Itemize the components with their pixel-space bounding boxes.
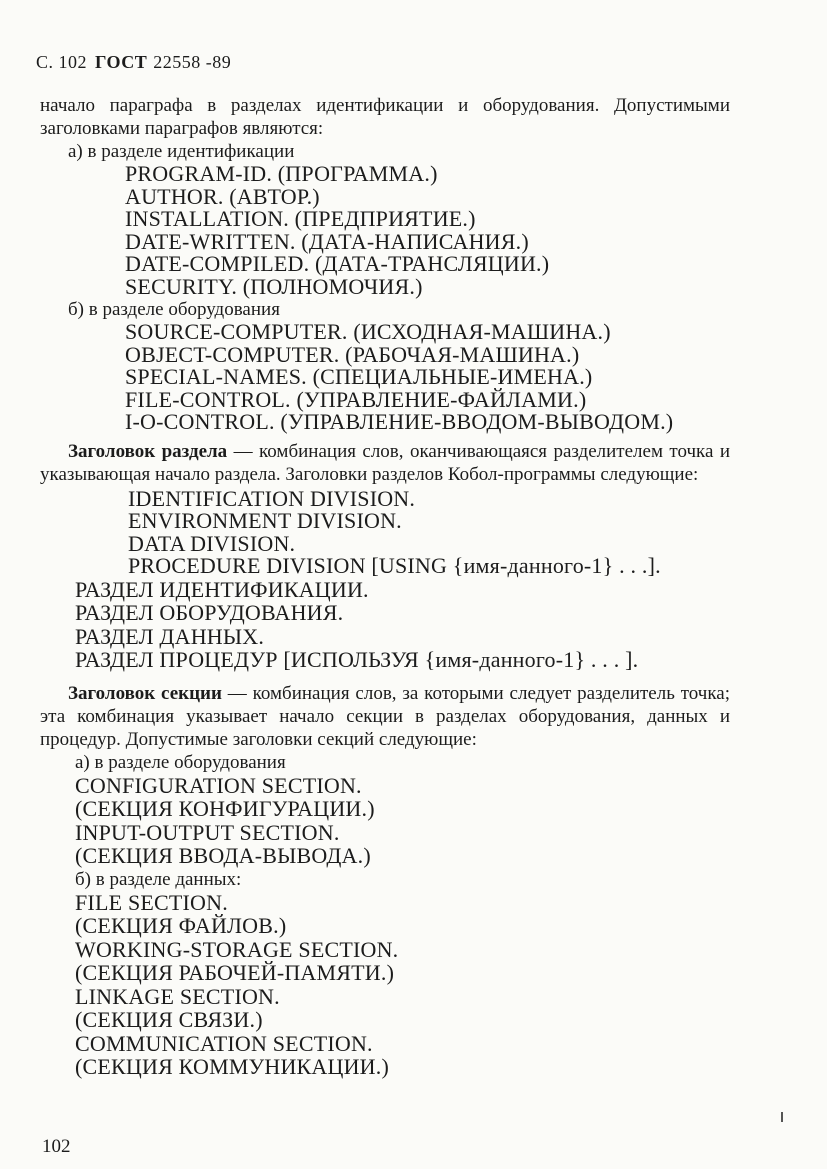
list-item: FILE SECTION.	[75, 889, 228, 915]
division-list-en	[40, 485, 730, 578]
section-header-text: — комбинация слов, за которыми следует разделитель точка; эта комбинация указывает начало секции в разделах оборудования, данных и процедур. Допустимые заголовки секций следующие:	[40, 682, 730, 750]
list-item: PROCEDURE DIVISION [USING {имя-данного-1} . . .].	[128, 553, 661, 578]
equip-paragraph-list	[40, 321, 730, 434]
section-equip-list	[40, 774, 730, 868]
page-header	[36, 52, 231, 73]
division-header-paragraph	[40, 440, 730, 486]
division-header-term: Заголовок раздела	[68, 440, 228, 462]
list-item: IDENTIFICATION DIVISION.	[128, 485, 416, 511]
list-item: DATE-WRITTEN. (ДАТА-НАПИСАНИЯ.)	[125, 228, 529, 254]
list-item: PROGRAM-ID. (ПРОГРАММА.)	[125, 161, 438, 186]
list-item: DATA DIVISION.	[128, 530, 296, 556]
list-item: (СЕКЦИЯ ФАЙЛОВ.)	[75, 913, 287, 938]
section-data-list	[40, 891, 730, 1079]
scan-mark	[781, 1112, 783, 1122]
list-item: SECURITY. (ПОЛНОМОЧИЯ.)	[125, 273, 423, 299]
section-header-paragraph	[40, 682, 730, 751]
list-item: INPUT-OUTPUT SECTION.	[75, 819, 340, 845]
list-item: AUTHOR. (АВТОР.)	[125, 183, 320, 209]
ident-section-label: а) в разделе идентификации	[68, 141, 295, 162]
section-data-label: б) в разделе данных:	[75, 868, 242, 890]
list-item: (СЕКЦИЯ СВЯЗИ.)	[75, 1007, 263, 1032]
intro-paragraph: начало параграфа в разделах идентификации и оборудования. Допустимыми заголовками параграфов являются:	[40, 95, 730, 139]
division-header-text: — комбинация слов, оканчивающаяся разделителем точка и указывающая начало раздела. Заголовки разделов Кобол-программы следующие:	[40, 440, 730, 485]
list-item: РАЗДЕЛ ПРОЦЕДУР [ИСПОЛЬЗУЯ {имя-данного-1} . . . ].	[75, 647, 639, 672]
list-item: DATE-COMPILED. (ДАТА-ТРАНСЛЯЦИИ.)	[125, 251, 550, 276]
list-item: РАЗДЕЛ ОБОРУДОВАНИЯ.	[75, 600, 344, 625]
list-item: FILE-CONTROL. (УПРАВЛЕНИЕ-ФАЙЛАМИ.)	[125, 386, 587, 412]
standard-label: ГОСТ	[95, 52, 148, 72]
list-item: РАЗДЕЛ ДАННЫХ.	[75, 623, 265, 649]
list-item: (СЕКЦИЯ КОММУНИКАЦИИ.)	[75, 1054, 390, 1079]
equip-section-label: б) в разделе оборудования	[68, 299, 280, 320]
page-prefix: С. 102	[36, 52, 88, 72]
list-item: OBJECT-COMPUTER. (РАБОЧАЯ-МАШИНА.)	[125, 341, 580, 367]
list-item: (СЕКЦИЯ РАБОЧЕЙ-ПАМЯТИ.)	[75, 960, 395, 985]
page-body	[40, 94, 730, 1079]
ident-paragraph-list	[40, 163, 730, 298]
list-item: COMMUNICATION SECTION.	[75, 1030, 373, 1056]
list-item: (СЕКЦИЯ КОНФИГУРАЦИИ.)	[75, 796, 375, 821]
list-item: (СЕКЦИЯ ВВОДА-ВЫВОДА.)	[75, 843, 371, 868]
division-list-ru	[40, 578, 730, 672]
list-item: LINKAGE SECTION.	[75, 983, 280, 1009]
document-number: 22558 -89	[153, 52, 232, 72]
page-number: 102	[42, 1136, 71, 1157]
list-item: SPECIAL-NAMES. (СПЕЦИАЛЬНЫЕ-ИМЕНА.)	[125, 364, 593, 389]
list-item: ENVIRONMENT DIVISION.	[128, 508, 402, 533]
list-item: SOURCE-COMPUTER. (ИСХОДНАЯ-МАШИНА.)	[125, 319, 611, 344]
section-header-term: Заголовок секции	[68, 682, 222, 704]
list-item: CONFIGURATION SECTION.	[75, 772, 362, 798]
list-item: WORKING-STORAGE SECTION.	[75, 936, 399, 962]
list-item: INSTALLATION. (ПРЕДПРИЯТИЕ.)	[125, 206, 476, 231]
section-equip-label: а) в разделе оборудования	[75, 751, 286, 773]
list-item: I-O-CONTROL. (УПРАВЛЕНИЕ-ВВОДОМ-ВЫВОДОМ.)	[125, 409, 674, 434]
list-item: РАЗДЕЛ ИДЕНТИФИКАЦИИ.	[75, 576, 369, 602]
